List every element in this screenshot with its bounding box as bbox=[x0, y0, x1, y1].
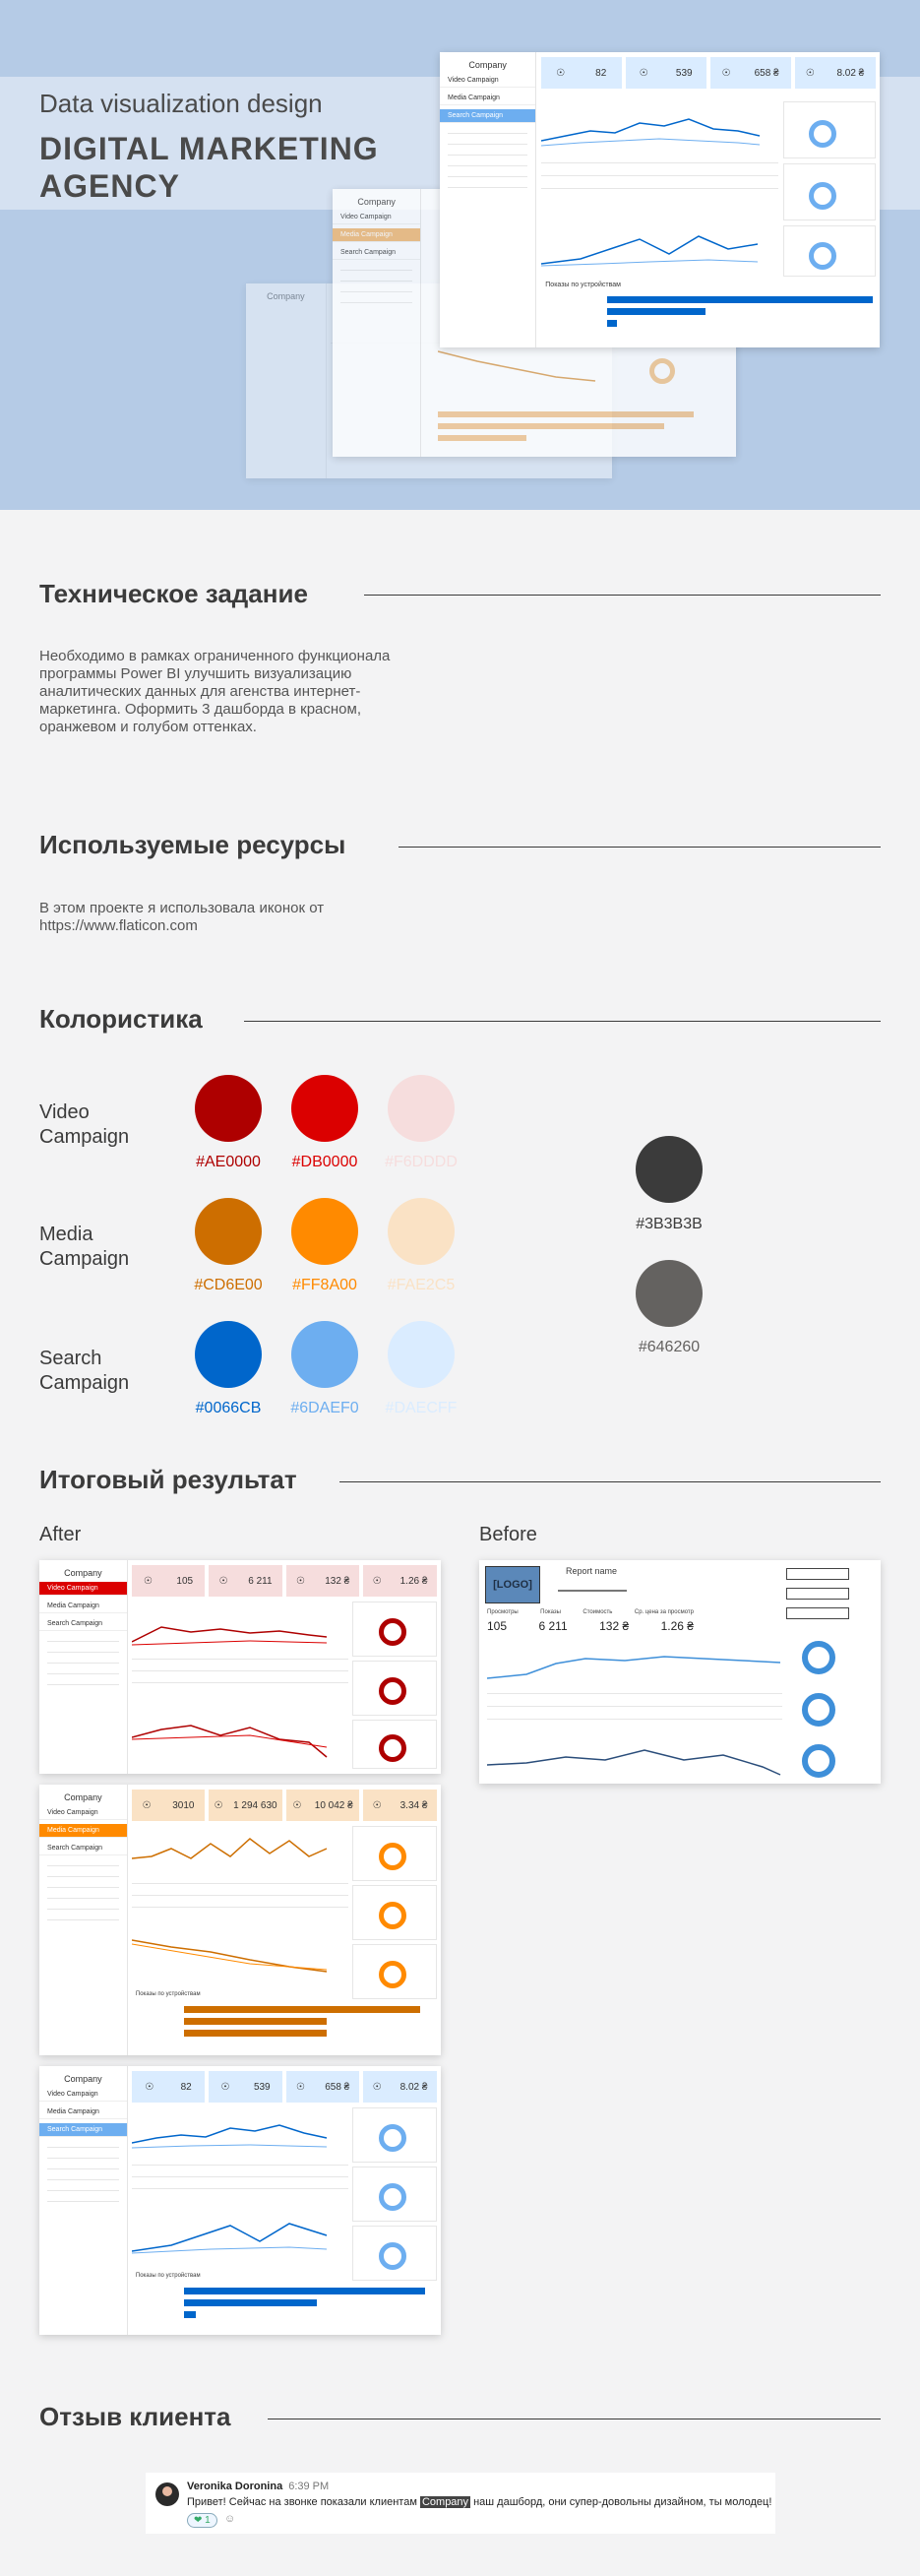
media-line-chart bbox=[132, 1829, 329, 1873]
before-kpi-3: 132 ₴ bbox=[599, 1619, 630, 1633]
swatch-media-1 bbox=[195, 1198, 262, 1265]
hex-neutral-1: #3B3B3B bbox=[636, 1216, 703, 1232]
swatch-search-1 bbox=[195, 1321, 262, 1388]
hex-media-1: #CD6E00 bbox=[194, 1277, 263, 1293]
search-line-chart bbox=[132, 2113, 329, 2158]
kpi-clicks: 82 bbox=[595, 67, 607, 79]
reviewer-name bbox=[187, 2481, 329, 2492]
before-kpi-1: 105 bbox=[487, 1619, 508, 1633]
tab-video: Video Campaign bbox=[39, 1806, 127, 1820]
result-rule bbox=[339, 1481, 881, 1482]
hero-section bbox=[0, 0, 920, 510]
before-line-chart-2 bbox=[487, 1735, 782, 1780]
cpc-icon: ☉ bbox=[372, 1799, 382, 1811]
swatch-neutral-1 bbox=[636, 1136, 703, 1203]
kpi-cpv: 1.26 ₴ bbox=[399, 1575, 428, 1587]
reviewer-name-text: Veronika Doronina bbox=[187, 2481, 283, 2492]
tab-media: Media Campaign bbox=[440, 92, 535, 105]
before-kpi-label-1: Просмотры bbox=[487, 1609, 519, 1615]
kpi-cost: 132 ₴ bbox=[325, 1575, 350, 1587]
tab-search: Search Campaign bbox=[440, 109, 535, 123]
cost-icon: ☉ bbox=[295, 1575, 305, 1587]
kpi-row bbox=[541, 57, 876, 89]
report-name: Report name bbox=[566, 1566, 618, 1576]
search-line-chart bbox=[541, 101, 763, 156]
tab-video: Video Campaign bbox=[440, 74, 535, 88]
kpi-impressions: 1 294 630 bbox=[233, 1799, 277, 1811]
swatch-video-2 bbox=[291, 1075, 358, 1142]
impressions-icon: ☉ bbox=[218, 1575, 228, 1587]
cost-icon: ☉ bbox=[295, 2081, 305, 2093]
review-message bbox=[146, 2473, 775, 2534]
hex-search-1: #0066CB bbox=[195, 1400, 262, 1416]
after-dashboard-media bbox=[39, 1785, 441, 2055]
kpi-row bbox=[132, 2071, 437, 2103]
hex-search-2: #6DAEF0 bbox=[290, 1400, 359, 1416]
before-line-chart bbox=[487, 1639, 782, 1688]
tab-media: Media Campaign bbox=[39, 2105, 127, 2119]
company-label: Company bbox=[64, 1792, 102, 1802]
hex-search-3: #DAECFF bbox=[385, 1400, 458, 1416]
kpi-cpc: 3.34 ₴ bbox=[399, 1799, 428, 1811]
tab-search: Search Campaign bbox=[39, 2123, 127, 2137]
kpi-clicks: 3010 bbox=[172, 1799, 195, 1811]
hero-title: DIGITAL MARKETING AGENCY bbox=[39, 131, 379, 204]
palette-media-label: Media Campaign bbox=[39, 1224, 130, 1270]
palette-search-label: Search Campaign bbox=[39, 1348, 130, 1394]
tab-media: Media Campaign bbox=[333, 228, 420, 242]
swatch-neutral-2 bbox=[636, 1260, 703, 1327]
cost-icon: ☉ bbox=[721, 67, 731, 79]
kpi-clicks: 82 bbox=[180, 2081, 192, 2093]
kpi-cost: 658 ₴ bbox=[754, 67, 779, 79]
tab-video: Video Campaign bbox=[39, 1582, 127, 1596]
message-time: 6:39 PM bbox=[288, 2481, 330, 2492]
hex-media-2: #FF8A00 bbox=[292, 1277, 357, 1293]
swatch-video-1 bbox=[195, 1075, 262, 1142]
before-kpi-label-4: Ср. цена за просмотр bbox=[634, 1609, 694, 1615]
hex-video-2: #DB0000 bbox=[291, 1154, 358, 1170]
tab-video: Video Campaign bbox=[333, 211, 420, 224]
tab-video: Video Campaign bbox=[39, 2088, 127, 2102]
clicks-icon: ☉ bbox=[556, 67, 566, 79]
cpc-icon: ☉ bbox=[372, 2081, 382, 2093]
cpc-icon: ☉ bbox=[805, 67, 815, 79]
clicks-icon: ☉ bbox=[145, 2081, 154, 2093]
color-rule bbox=[244, 1021, 881, 1022]
hero-subtitle: Data visualization design bbox=[39, 89, 323, 118]
kpi-cost: 10 042 ₴ bbox=[314, 1799, 353, 1811]
kpi-row bbox=[132, 1565, 437, 1597]
video-line-chart-2 bbox=[132, 1708, 329, 1762]
before-label: Before bbox=[479, 1524, 537, 1545]
mid-line-chart bbox=[438, 342, 605, 386]
company-label: Company bbox=[468, 60, 507, 70]
reaction-heart[interactable]: ❤ 1 bbox=[187, 2513, 217, 2528]
search-line-chart-2 bbox=[132, 2214, 329, 2258]
before-dashboard bbox=[479, 1560, 881, 1784]
tab-search: Search Campaign bbox=[333, 246, 420, 260]
logo-placeholder: [LOGO] bbox=[485, 1566, 540, 1603]
company-label: Company bbox=[267, 291, 305, 301]
kpi-views: 105 bbox=[176, 1575, 194, 1587]
after-label: After bbox=[39, 1524, 82, 1545]
avatar bbox=[155, 2482, 179, 2506]
color-title: Колористика bbox=[39, 1004, 203, 1034]
company-label: Company bbox=[357, 197, 396, 207]
tab-media: Media Campaign bbox=[39, 1600, 127, 1613]
tab-media: Media Campaign bbox=[39, 1824, 127, 1838]
views-icon: ☉ bbox=[144, 1575, 153, 1587]
tz-rule bbox=[364, 595, 881, 596]
kpi-row bbox=[132, 1790, 437, 1821]
add-reaction-icon[interactable]: ☺ bbox=[224, 2513, 236, 2525]
swatch-media-3 bbox=[388, 1198, 455, 1265]
review-title: Отзыв клиента bbox=[39, 2402, 231, 2431]
tz-title: Техническое задание bbox=[39, 579, 308, 608]
hex-video-1: #AE0000 bbox=[196, 1154, 261, 1170]
resources-text: В этом проекте я использовала иконок от https://www.flaticon.com bbox=[39, 900, 325, 934]
before-donut-1 bbox=[802, 1641, 835, 1674]
tab-search: Search Campaign bbox=[39, 1617, 127, 1631]
before-kpi-4: 1.26 ₴ bbox=[660, 1619, 694, 1633]
message-highlight: Company bbox=[421, 2496, 469, 2508]
result-title: Итоговый результат bbox=[39, 1465, 297, 1494]
impressions-icon: ☉ bbox=[214, 1799, 223, 1811]
kpi-cost: 658 ₴ bbox=[325, 2081, 350, 2093]
clicks-icon: ☉ bbox=[142, 1799, 152, 1811]
search-line-chart-2 bbox=[541, 224, 763, 274]
mid-donut bbox=[649, 358, 675, 384]
hero-dashboard-front bbox=[440, 52, 880, 347]
tab-search: Search Campaign bbox=[39, 1842, 127, 1855]
views-icon: ☉ bbox=[220, 2081, 230, 2093]
kpi-impressions: 6 211 bbox=[248, 1575, 273, 1587]
devices-title: Показы по устройствам bbox=[135, 1991, 201, 1997]
before-donut-3 bbox=[802, 1744, 835, 1778]
before-donut-2 bbox=[802, 1693, 835, 1727]
media-line-chart-2 bbox=[132, 1932, 329, 1977]
kpi-views: 539 bbox=[675, 67, 693, 79]
cpv-icon: ☉ bbox=[372, 1575, 382, 1587]
views-icon: ☉ bbox=[639, 67, 648, 79]
company-label: Company bbox=[64, 2074, 102, 2084]
kpi-cpc: 8.02 ₴ bbox=[836, 67, 865, 79]
swatch-media-2 bbox=[291, 1198, 358, 1265]
message-text bbox=[187, 2496, 771, 2508]
hex-video-3: #F6DDDD bbox=[385, 1154, 458, 1170]
before-kpi-label-2: Показы bbox=[540, 1609, 561, 1615]
kpi-views: 539 bbox=[253, 2081, 271, 2093]
before-kpi-2: 6 211 bbox=[538, 1619, 568, 1633]
cost-icon: ☉ bbox=[292, 1799, 302, 1811]
video-line-chart bbox=[132, 1607, 329, 1652]
swatch-search-3 bbox=[388, 1321, 455, 1388]
kpi-cpc: 8.02 ₴ bbox=[399, 2081, 428, 2093]
hex-neutral-2: #646260 bbox=[638, 1339, 701, 1355]
message-text-start: Привет! Сейчас на звонке показали клиентам bbox=[187, 2496, 417, 2508]
swatch-video-3 bbox=[388, 1075, 455, 1142]
tz-text: Необходимо в рамках ограниченного функционала программы Power BI улучшить визуализацию аналитических данных для агенства интернет-маркетинга. Оформить 3 дашборда в красном, оранжевом и голубом оттенках. bbox=[39, 648, 391, 735]
swatch-search-2 bbox=[291, 1321, 358, 1388]
resources-rule bbox=[399, 847, 881, 848]
devices-title: Показы по устройствам bbox=[135, 2273, 201, 2279]
company-label: Company bbox=[64, 1568, 102, 1578]
resources-title: Используемые ресурсы bbox=[39, 830, 346, 859]
hex-media-3: #FAE2C5 bbox=[387, 1277, 456, 1293]
after-dashboard-video bbox=[39, 1560, 441, 1774]
message-text-end: наш дашборд, они супер-довольны дизайном, ты молодец! bbox=[473, 2496, 772, 2508]
before-kpi-label-3: Стоимость bbox=[583, 1609, 613, 1615]
devices-title: Показы по устройствам bbox=[545, 282, 621, 288]
palette-video-label: Video Campaign bbox=[39, 1101, 130, 1148]
after-dashboard-search bbox=[39, 2066, 441, 2335]
